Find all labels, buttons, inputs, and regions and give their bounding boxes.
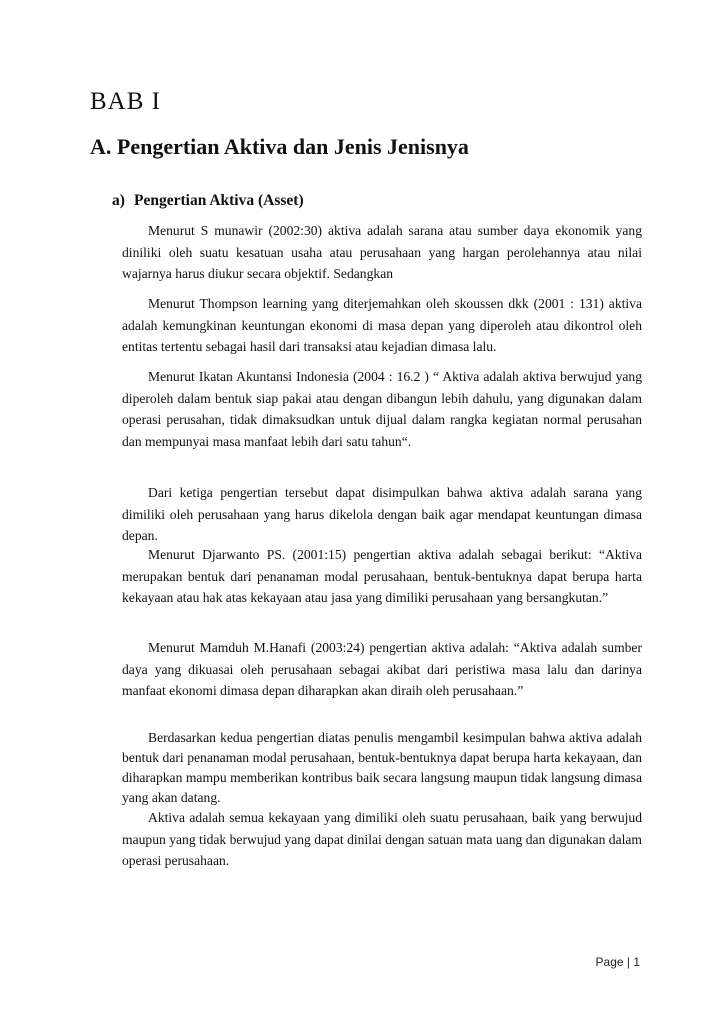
paragraph: Aktiva adalah semua kekayaan yang dimiliki oleh suatu perusahaan, baik yang berwujud maupun yang tidak berwujud yang dapat dinilai dengan satuan mata uang dan digunakan dalam operasi perusahaan.: [122, 810, 642, 869]
subsection-label: Pengertian Aktiva (Asset): [134, 192, 304, 209]
paragraph: Dari ketiga pengertian tersebut dapat disimpulkan bahwa aktiva adalah sarana yang dimiliki oleh perusahaan yang harus dikelola dengan baik agar mendapat keuntungan dimasa depan.: [122, 485, 642, 544]
chapter-title: BAB I: [90, 88, 161, 115]
paragraph: Menurut Thompson learning yang diterjemahkan oleh skoussen dkk (2001 : 131) aktiva adalah kemungkinan keuntungan ekonomi di masa depan yang diperoleh atau dikontrol oleh entitas tertentu sebagai hasil dari transaksi atau kejadian dimasa lalu.: [122, 296, 642, 355]
section-title: A. Pengertian Aktiva dan Jenis Jenisnya: [90, 134, 469, 159]
paragraph: Berdasarkan kedua pengertian diatas penulis mengambil kesimpulan bahwa aktiva adalah bentuk dari penanaman modal perusahaan, bentuk-bentuknya dapat berupa harta kekayaan, dan diharapkan mampu memberikan kontribus baik secara langsung maupun tidak langsung dimasa yang akan datang.: [122, 730, 642, 805]
paragraph: Menurut Djarwanto PS. (2001:15) pengertian aktiva adalah sebagai berikut: “Aktiva merupakan bentuk dari penanaman modal perusahaan, bentuk-bentuknya dapat berupa harta kekayaan atau hak atas kekayaan atau jasa yang dimiliki perusahaan yang bersangkutan.”: [122, 547, 642, 606]
subsection-number: a): [112, 192, 125, 209]
page-number: Page | 1: [595, 955, 640, 969]
paragraph: Menurut Ikatan Akuntansi Indonesia (2004 : 16.2 ) “ Aktiva adalah aktiva berwujud yang diperoleh dalam bentuk siap pakai atau dengan dibangun lebih dahulu, yang digunakan dalam operasi perusahan, tidak dimaksudkan untuk dijual dalam rangka kegiatan normal perusahan dan mempunyai masa manfaat lebih dari satu tahun“.: [122, 369, 642, 450]
subsection-title: [112, 192, 304, 210]
paragraph: Menurut S munawir (2002:30) aktiva adalah sarana atau sumber daya ekonomik yang diniliki oleh suatu kesatuan usaha atau perusahaan yang hargan perolehannya atau nilai wajarnya harus diukur secara objektif. Sedangkan: [122, 223, 642, 282]
paragraph: Menurut Mamduh M.Hanafi (2003:24) pengertian aktiva adalah: “Aktiva adalah sumber daya yang dikuasai oleh perusahaan sebagai akibat dari peristiwa masa lalu dan darinya manfaat ekonomi dimasa depan diharapkan akan diraih oleh perusahaan.”: [122, 640, 642, 699]
